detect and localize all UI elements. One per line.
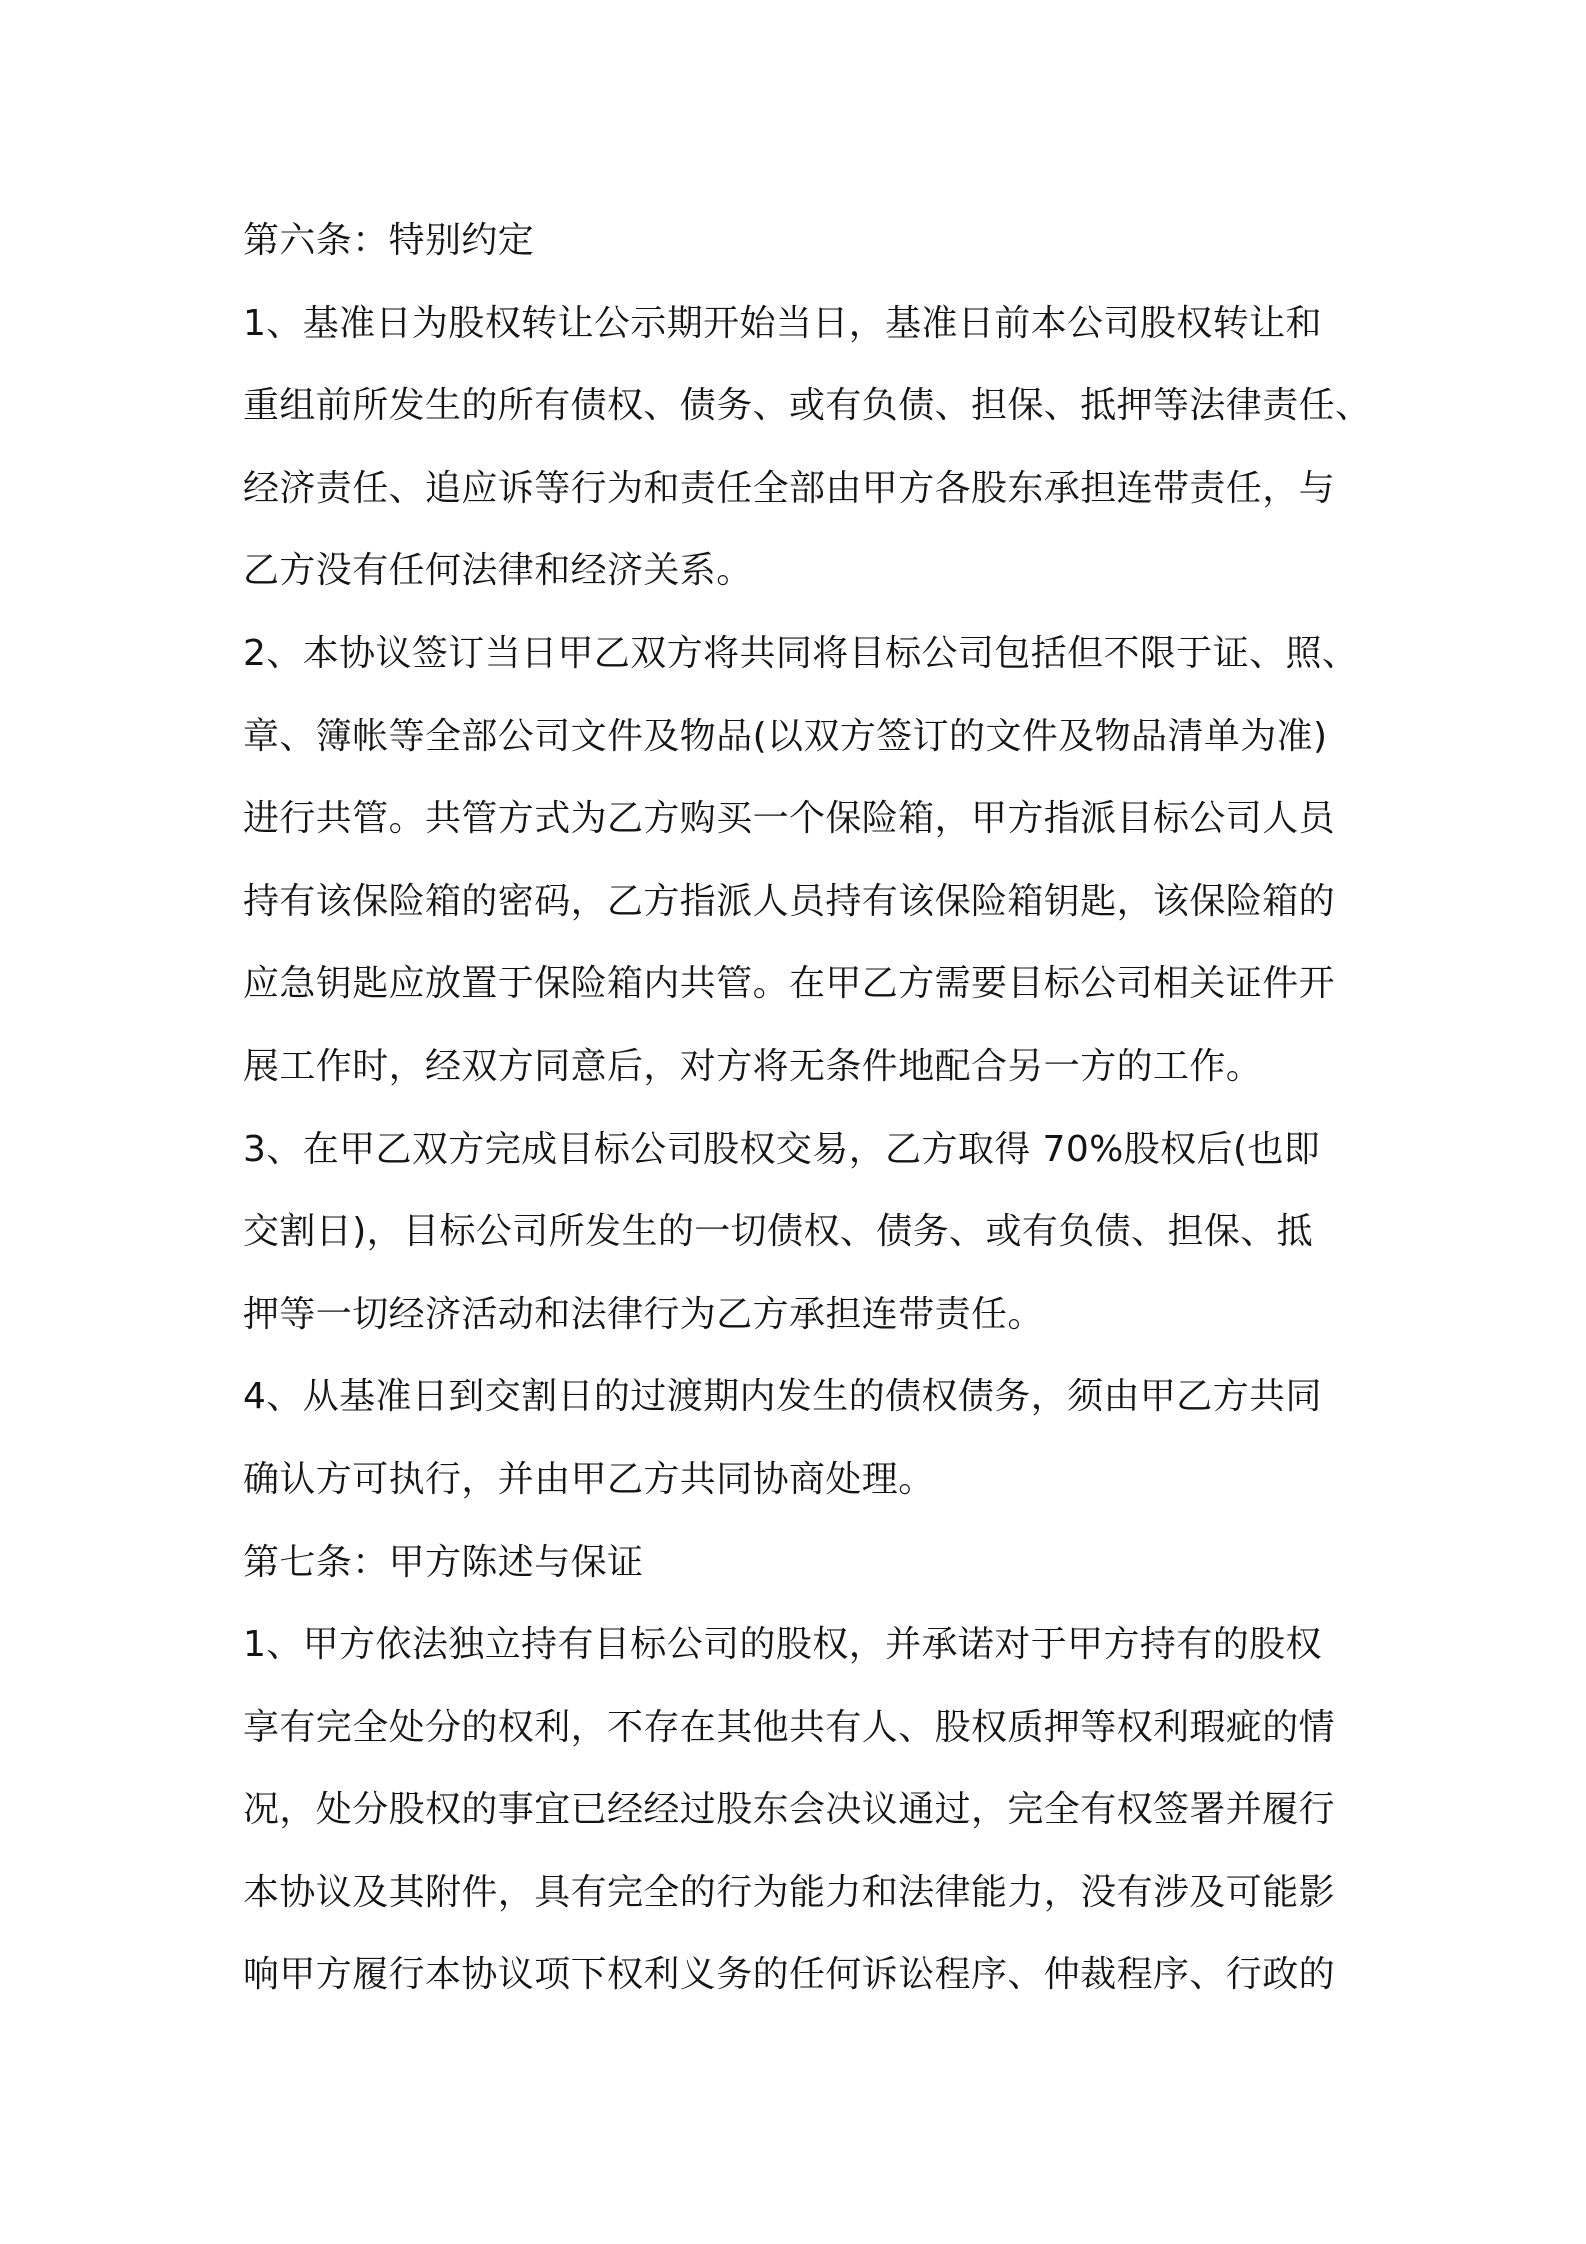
text-line: 2、本协议签订当日甲乙双方将共同将目标公司包括但不限于证、照、 bbox=[243, 632, 1359, 674]
article-6-clause-1 bbox=[243, 283, 1373, 613]
article-7-clause-1 bbox=[243, 1604, 1373, 2017]
text-line: 押等一切经济活动和法律行为乙方承担连带责任。 bbox=[243, 1293, 1044, 1335]
text-line: 3、在甲乙双方完成目标公司股权交易，乙方取得 70%股权后(也即 bbox=[243, 1128, 1321, 1170]
text-line: 章、簿帐等全部公司文件及物品(以双方签订的文件及物品清单为准) bbox=[243, 715, 1328, 757]
article-6-clause-2 bbox=[243, 613, 1373, 1109]
document-body bbox=[243, 200, 1373, 2017]
article-7-heading: 第七条：甲方陈述与保证 bbox=[243, 1541, 644, 1583]
text-line: 享有完全处分的权利，不存在其他共有人、股权质押等权利瑕疵的情 bbox=[243, 1706, 1336, 1748]
text-line: 响甲方履行本协议项下权利义务的任何诉讼程序、仲裁程序、行政的 bbox=[243, 1954, 1336, 1996]
text-line: 经济责任、追应诉等行为和责任全部由甲方各股东承担连带责任，与 bbox=[243, 467, 1336, 509]
text-line: 交割日)，目标公司所发生的一切债权、债务、或有负债、担保、抵 bbox=[243, 1211, 1314, 1253]
text-line: 应急钥匙应放置于保险箱内共管。在甲乙方需要目标公司相关证件开 bbox=[243, 963, 1336, 1005]
article-6-heading: 第六条：特别约定 bbox=[243, 220, 535, 261]
text-line: 乙方没有任何法律和经济关系。 bbox=[243, 550, 753, 592]
text-line: 进行共管。共管方式为乙方购买一个保险箱，甲方指派目标公司人员 bbox=[243, 798, 1336, 840]
text-line: 确认方可执行，并由甲乙方共同协商处理。 bbox=[243, 1458, 935, 1500]
text-line: 展工作时，经双方同意后，对方将无条件地配合另一方的工作。 bbox=[243, 1045, 1263, 1087]
article-6-clause-4 bbox=[243, 1356, 1373, 1521]
text-line: 持有该保险箱的密码，乙方指派人员持有该保险箱钥匙，该保险箱的 bbox=[243, 880, 1336, 922]
text-line: 况，处分股权的事宜已经经过股东会决议通过，完全有权签署并履行 bbox=[243, 1789, 1336, 1831]
text-line: 本协议及其附件，具有完全的行为能力和法律能力，没有涉及可能影 bbox=[243, 1871, 1336, 1913]
text-line: 重组前所发生的所有债权、债务、或有负债、担保、抵押等法律责任、 bbox=[243, 385, 1372, 427]
text-line: 1、甲方依法独立持有目标公司的股权，并承诺对于甲方持有的股权 bbox=[243, 1624, 1322, 1666]
text-line: 1、基准日为股权转让公示期开始当日，基准日前本公司股权转让和 bbox=[243, 302, 1322, 344]
text-line: 4、从基准日到交割日的过渡期内发生的债权债务，须由甲乙方共同 bbox=[243, 1376, 1322, 1418]
article-6-clause-3 bbox=[243, 1109, 1373, 1357]
